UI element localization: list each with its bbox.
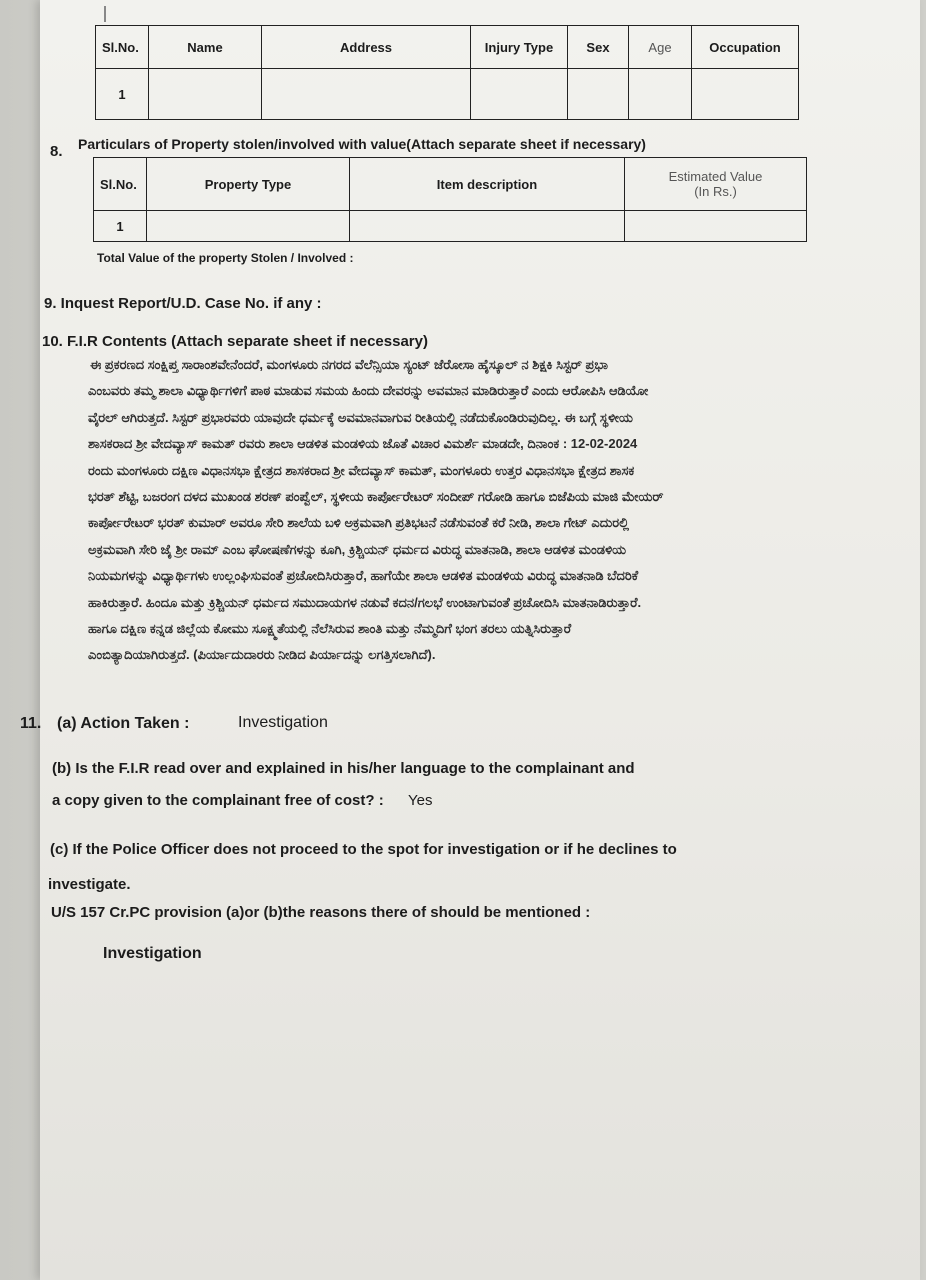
reasons-provision-label: U/S 157 Cr.PC provision (a)or (b)the reasons there of should be mentioned : [51,904,591,921]
police-officer-question-line1: (c) If the Police Officer does not proceed to the spot for investigation or if he declines to [50,841,677,858]
fir-line: ಭರತ್ ಶೆಟ್ಟಿ, ಬಜರಂಗ ದಳದ ಮುಖಂಡ ಶರಣ್ ಪಂಪ್ವೆಲ್, ಸ್ಥಳೀಯ ಕಾರ್ಪೋರೇಟರ್ ಸಂದೀಪ್ ಗರೋಡಿ ಹಾಗೂ ಬಿಜೆಪಿಯ ಮಾಜಿ ಮೇಯರ್ [88,489,664,505]
fir-line: ಕಾರ್ಪೋರೇಟರ್ ಭರತ್ ಕುಮಾರ್ ಅವರೂ ಸೇರಿ ಶಾಲೆಯ ಬಳಿ ಅಕ್ರಮವಾಗಿ ಪ್ರತಿಭಟನೆ ನಡೆಸುವಂತೆ ಕರೆ ನೀಡಿ, ಶಾಲಾ ಗೇಟ್ ಎದುರಲ್ಲಿ [88,515,629,531]
cell-slno: 1 [96,69,149,120]
police-officer-question-line2: investigate. [48,876,131,893]
fir-read-question-line2: a copy given to the complainant free of cost? : [52,792,384,809]
fir-line: ರಂದು ಮಂಗಳೂರು ದಕ್ಷಿಣ ವಿಧಾನಸಭಾ ಕ್ಷೇತ್ರದ ಶಾಸಕರಾದ ಶ್ರೀ ವೇದವ್ಯಾಸ್ ಕಾಮತ್, ಮಂಗಳೂರು ಉತ್ತರ ವಿಧಾನಸಭಾ ಕ್ಷೇತ್ರದ ಶಾಸಕ [88,462,635,478]
cell-estimated-value [625,211,807,242]
fir-line: ವೈರಲ್ ಆಗಿರುತ್ತದೆ. ಸಿಸ್ಟರ್ ಪ್ರಭಾರವರು ಯಾವುದೇ ಧರ್ಮಕ್ಕೆ ಅವಮಾನವಾಗುವ ರೀತಿಯಲ್ಲಿ ನಡೆದುಕೊಂಡಿರುವುದಿಲ್ಲ. ಈ ಬಗ್ಗೆ ಸ್ಥಳೀಯ [88,409,633,425]
section-10-label: 10. F.I.R Contents (Attach separate sheet if necessary) [42,333,428,350]
cell-injury-type [471,69,568,120]
header-property-type: Property Type [147,158,350,211]
injured-persons-table [95,25,799,120]
header-slno: Sl.No. [96,26,149,69]
section-8-number: 8. [50,143,63,160]
page-edge-mark [104,6,112,22]
cell-item-description [350,211,625,242]
section-9-label: 9. Inquest Report/U.D. Case No. if any : [44,295,322,312]
fir-contents [88,352,808,669]
section-8-title: Particulars of Property stolen/involved with value(Attach separate sheet if necessary) [78,136,646,152]
action-taken-label: (a) Action Taken : [57,715,190,732]
fir-read-answer: Yes [408,792,433,809]
table-row [96,69,799,120]
cell-name [149,69,262,120]
fir-line: ಎಂಬಿತ್ಯಾದಿಯಾಗಿರುತ್ತದೆ. (ಪಿರ್ಯಾದುದಾರರು ನೀಡಿದ ಪಿರ್ಯಾದನ್ನು ಲಗತ್ತಿಸಲಾಗಿದೆ). [88,647,436,663]
header-item-description: Item description [350,158,625,211]
action-taken-value: Investigation [238,714,328,731]
table-row [94,211,807,242]
table-header-row [96,26,799,69]
property-table [93,157,807,242]
cell-age [629,69,692,120]
fir-line: ಶಾಸಕರಾದ ಶ್ರೀ ವೇದವ್ಯಾಸ್ ಕಾಮತ್ ರವರು ಶಾಲಾ ಆಡಳಿತ ಮಂಡಳಿಯ ಜೊತೆ ವಿಚಾರ ವಿಮರ್ಶೆ ಮಾಡದೇ, ದಿನಾಂಕ : 12-02-2024 [88,436,638,452]
fir-line: ಅಕ್ರಮವಾಗಿ ಸೇರಿ ಜೈ ಶ್ರೀ ರಾಮ್ ಎಂಬ ಘೋಷಣೆಗಳನ್ನು ಕೂಗಿ, ಕ್ರಿಶ್ಚಿಯನ್ ಧರ್ಮದ ವಿರುದ್ಧ ಮಾತನಾಡಿ, ಶಾಲಾ ಆಡಳಿತ ಮಂಡಳಿಯ [88,541,627,557]
header-occupation: Occupation [692,26,799,69]
header-injury-type: Injury Type [471,26,568,69]
header-age: Age [629,26,692,69]
fir-line: ಹಾಗೂ ದಕ್ಷಿಣ ಕನ್ನಡ ಜಿಲ್ಲೆಯ ಕೋಮು ಸೂಕ್ಷ್ಮತೆಯಲ್ಲಿ ನೆಲೆಸಿರುವ ಶಾಂತಿ ಮತ್ತು ನೆಮ್ಮದಿಗೆ ಭಂಗ ತರಲು ಯತ್ನಿಸಿರುತ್ತಾರೆ [88,621,572,637]
fir-line: ನಿಯಮಗಳನ್ನು ವಿಧ್ಯಾರ್ಥಿಗಳು ಉಲ್ಲಂಘಿಸುವಂತೆ ಪ್ರಚೋದಿಸಿರುತ್ತಾರೆ, ಹಾಗೆಯೇ ಶಾಲಾ ಆಡಳಿತ ಮಂಡಳಿಯ ವಿರುದ್ಧ ಮಾತನಾಡಿ ಬೆದರಿಕೆ [88,568,639,584]
fir-read-question-line1: (b) Is the F.I.R read over and explained in his/her language to the complainant and [52,760,635,777]
cell-property-type [147,211,350,242]
reasons-value: Investigation [103,945,202,962]
header-sex: Sex [568,26,629,69]
cell-sex [568,69,629,120]
table-header-row [94,158,807,211]
section-11-number: 11. [20,715,42,732]
header-address: Address [262,26,471,69]
estimated-value-label: Estimated Value [668,169,763,184]
estimated-value-unit: (In Rs.) [694,184,737,199]
cell-slno: 1 [94,211,147,242]
header-estimated-value [625,158,807,211]
cell-address [262,69,471,120]
fir-line: ಹಾಕಿರುತ್ತಾರೆ. ಹಿಂದೂ ಮತ್ತು ಕ್ರಿಶ್ಚಿಯನ್ ಧರ್ಮದ ಸಮುದಾಯಗಳ ನಡುವೆ ಕದನ/ಗಲಭೆ ಉಂಟಾಗುವಂತೆ ಪ್ರಚೋದಿಸಿ ಮಾತನಾಡಿರುತ್ತಾರೆ. [88,594,642,610]
total-value-label: Total Value of the property Stolen / Involved : [97,251,354,265]
header-slno: Sl.No. [94,158,147,211]
header-name: Name [149,26,262,69]
cell-occupation [692,69,799,120]
fir-line: ಈ ಪ್ರಕರಣದ ಸಂಕ್ಷಿಪ್ತ ಸಾರಾಂಶವೇನೆಂದರೆ, ಮಂಗಳೂರು ನಗರದ ವೆಲೆನ್ಸಿಯಾ ಸ್ಯಂಟ್ ಜೆರೋಸಾ ಹೈಸ್ಕೂಲ್ ನ ಶಿಕ್ಷಕಿ ಸಿಸ್ಟರ್ ಪ್ರಭಾ [90,357,608,372]
fir-line: ಎಂಬವರು ತಮ್ಮ ಶಾಲಾ ವಿಧ್ಯಾರ್ಥಿಗಳಿಗೆ ಪಾಠ ಮಾಡುವ ಸಮಯ ಹಿಂದು ದೇವರನ್ನು ಅವಮಾನ ಮಾಡಿರುತ್ತಾರೆ ಎಂದು ಆರೋಪಿಸಿ ಆಡಿಯೋ [88,383,649,399]
